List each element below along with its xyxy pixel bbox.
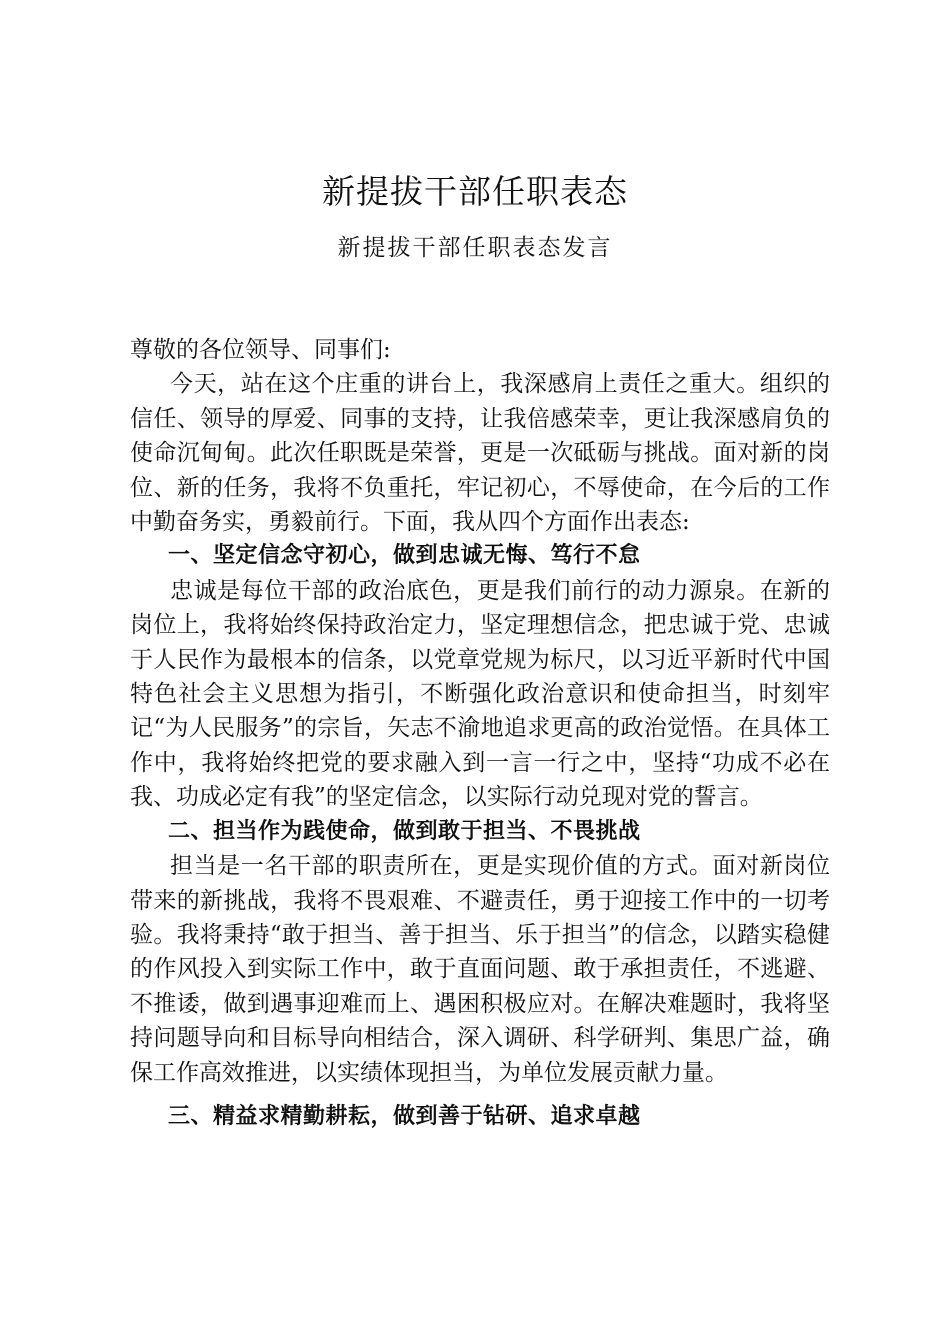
section-heading-2: 二、担当作为践使命，做到敢于担当、不畏挑战 (168, 818, 641, 844)
salutation: 尊敬的各位领导、同事们: (130, 337, 391, 363)
intro-paragraph: 今天，站在这个庄重的讲台上，我深感肩上责任之重大。组织的信任、领导的厚爱、同事的支持，让我倍感荣幸，更让我深感肩负的使命沉甸甸。此次任职既是荣誉，更是一次砥砺与挑战。面对新的岗位、新的任务，我将不负重托，牢记初心，不辱使命，在今后的工作中勤奋务实，勇毅前行。下面，我从四个方面作出表态: (130, 371, 830, 536)
section-paragraph-2: 担当是一名干部的职责所在，更是实现价值的方式。面对新岗位带来的新挑战，我将不畏艰难、不避责任，勇于迎接工作中的一切考验。我将秉持“敢于担当、善于担当、乐于担当”的信念，以踏实稳健的作风投入到实际工作中，敢于直面问题、敢于承担责任，不逃避、不推诿，做到遇事迎难而上、遇困积极应对。在解决难题时，我将坚持问题导向和目标导向相结合，深入调研、科学研判、集思广益，确保工作高效推进，以实绩体现担当，为单位发展贡献力量。 (130, 853, 830, 1086)
document-subtitle: 新提拔干部任职表态发言 (337, 235, 613, 261)
section-heading-3: 三、精益求精勤耕耘，做到善于钻研、追求卓越 (168, 1103, 641, 1129)
section-paragraph-1: 忠诚是每位干部的政治底色，更是我们前行的动力源泉。在新的岗位上，我将始终保持政治定力，坚定理想信念，把忠诚于党、忠诚于人民作为最根本的信条，以党章党规为标尺，以习近平新时代中国特色社会主义思想为指引，不断强化政治意识和使命担当，时刻牢记“为人民服务”的宗旨，矢志不渝地追求更高的政治觉悟。在具体工作中，我将始终把党的要求融入到一言一行之中，坚持“功成不必在我、功成必定有我”的坚定信念，以实际行动兑现对党的誓言。 (130, 577, 830, 811)
section-heading-1: 一、坚定信念守初心，做到忠诚无悔、笃行不怠 (168, 543, 641, 569)
document-body (130, 333, 830, 1134)
document-title: 新提拔干部任职表态 (322, 172, 628, 211)
